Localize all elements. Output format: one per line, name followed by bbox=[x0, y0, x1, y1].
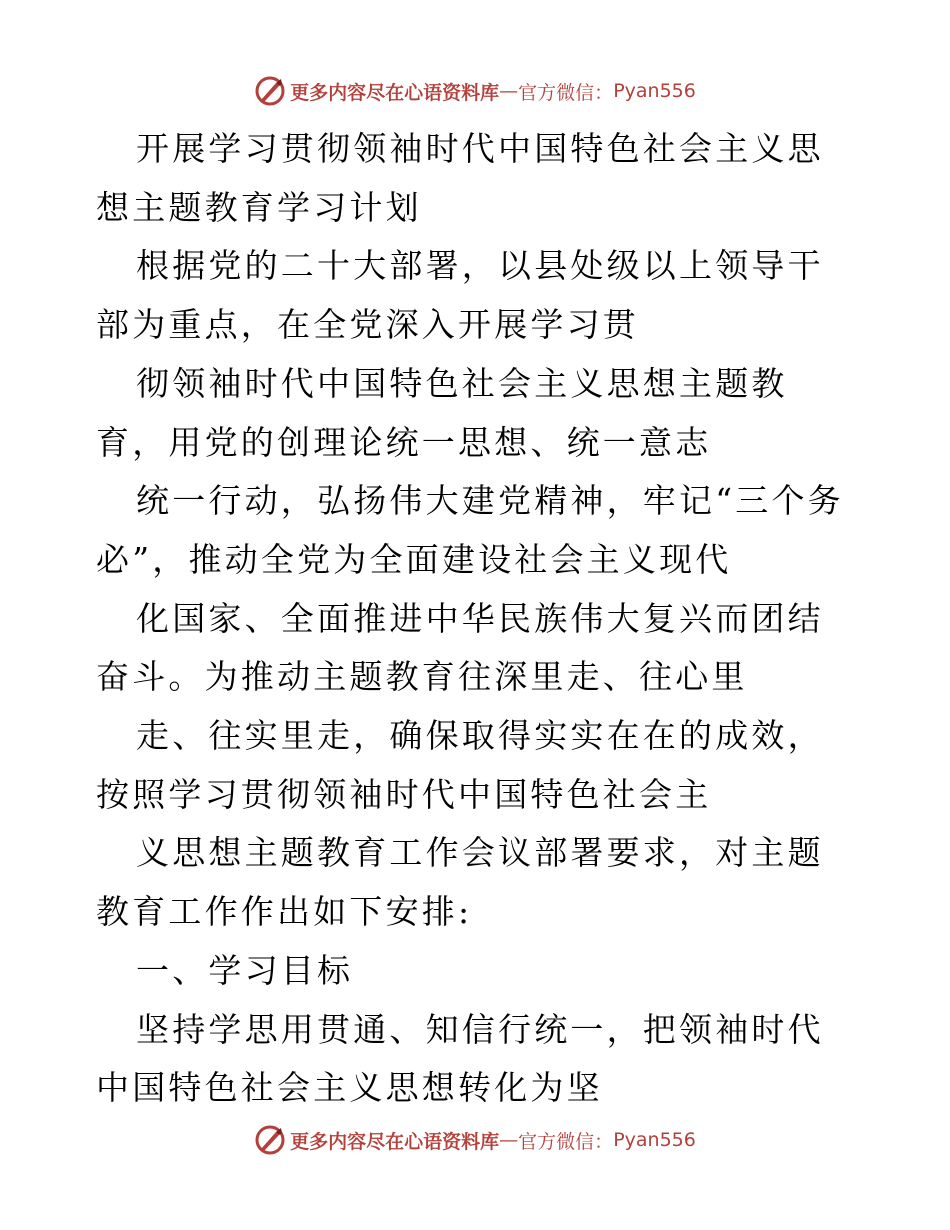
body-paragraph: 根据党的二十大部署，以县处级以上领导干部为重点，在全党深入开展学习贯 bbox=[96, 246, 824, 345]
body-paragraph: 统一行动，弘扬伟大建党精神，牢记“三个务必”，推动全党为全面建设社会主义现代 bbox=[96, 481, 844, 579]
banner-wechat-label: 官方微信： bbox=[518, 1130, 614, 1153]
body-paragraph: 坚持学思用贯通、知信行统一，把领袖时代中国特色社会主义思想转化为坚 bbox=[96, 1009, 824, 1108]
section-heading: 一、学习目标 bbox=[136, 950, 354, 990]
banner-separator: — bbox=[499, 80, 519, 102]
body-paragraph: 义思想主题教育工作会议部署要求，对主题教育工作作出如下安排: bbox=[96, 833, 824, 932]
footer-watermark-banner bbox=[0, 1120, 950, 1160]
body-paragraph: 走、往实里走，确保取得实实在在的成效，按照学习贯彻领袖时代中国特色社会主 bbox=[96, 716, 824, 814]
banner-wechat-id: Pyan556 bbox=[613, 80, 696, 102]
banner-wechat-id: Pyan556 bbox=[613, 1129, 696, 1151]
banner-brand-text: 更多内容尽在心语资料库 bbox=[290, 1130, 500, 1153]
document-title-paragraph: 开展学习贯彻领袖时代中国特色社会主义思想主题教育学习计划 bbox=[96, 129, 824, 227]
document-body bbox=[96, 120, 856, 1118]
banner-brand-text: 更多内容尽在心语资料库 bbox=[290, 81, 500, 104]
body-paragraph: 彻领袖时代中国特色社会主义思想主题教育，用党的创理论统一思想、统一意志 bbox=[96, 363, 788, 462]
quill-pen-logo-icon bbox=[254, 75, 286, 107]
body-paragraph: 化国家、全面推进中华民族伟大复兴而团结奋斗。为推动主题教育往深里走、往心里 bbox=[96, 598, 824, 697]
quill-pen-logo-icon bbox=[254, 1124, 286, 1156]
banner-wechat-label: 官方微信： bbox=[518, 81, 614, 104]
banner-separator: — bbox=[499, 1129, 519, 1151]
header-watermark-banner bbox=[0, 71, 950, 111]
